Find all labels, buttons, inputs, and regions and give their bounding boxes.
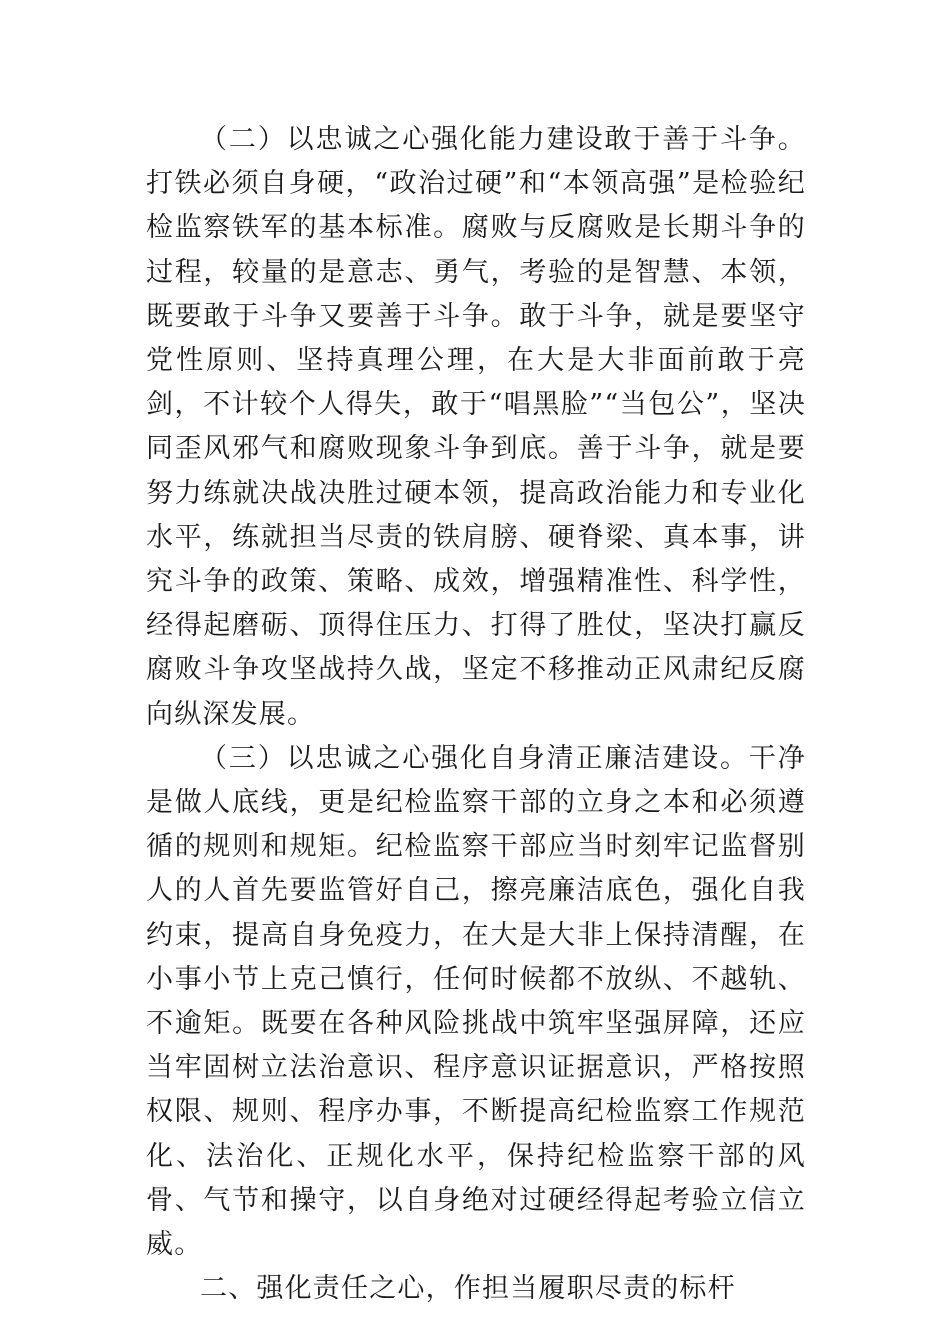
paragraph-loyalty-integrity: （三）以忠诚之心强化自身清正廉洁建设。干净是做人底线，更是纪检监察干部的立身之本和必须遵循的规则和规矩。纪检监察干部应当时刻牢记监督别人的人首先要监管好自己，擦亮廉洁底色，强化自我约束，提高自身免疫力，在大是大非上保持清醒，在小事小节上克己慎行，任何时候都不放纵、不越轨、不逾矩。既要在各种风险挑战中筑牢坚强屏障，还应当牢固树立法治意识、程序意识证据意识，严格按照权限、规则、程序办事，不断提高纪检监察工作规范化、法治化、正规化水平，保持纪检监察干部的风骨、气节和操守，以自身绝对过硬经得起考验立信立威。 [146, 742, 806, 1261]
paragraph-loyalty-ability: （二）以忠诚之心强化能力建设敢于善于斗争。打铁必须自身硬，“政治过硬”和“本领高强”是检验纪检监察铁军的基本标准。腐败与反腐败是长期斗争的过程，较量的是意志、勇气，考验的是智慧、本领，既要敢于斗争又要善于斗争。敢于斗争，就是要坚守党性原则、坚持真理公理，在大是大非面前敢于亮剑，不计较个人得失，敢于“唱黑脸”“当包公”，坚决同歪风邪气和腐败现象斗争到底。善于斗争，就是要努力练就决战决胜过硬本领，提高政治能力和专业化水平，练就担当尽责的铁肩膀、硬脊梁、真本事，讲究斗争的政策、策略、成效，增强精准性、科学性，经得起磨砺、顶得住压力、打得了胜仗，坚决打赢反腐败斗争攻坚战持久战，坚定不移推动正风肃纪反腐向纵深发展。 [146, 124, 806, 730]
document-body [146, 118, 806, 1311]
section-heading-responsibility: 二、强化责任之心，作担当履职尽责的标杆 [200, 1273, 736, 1305]
